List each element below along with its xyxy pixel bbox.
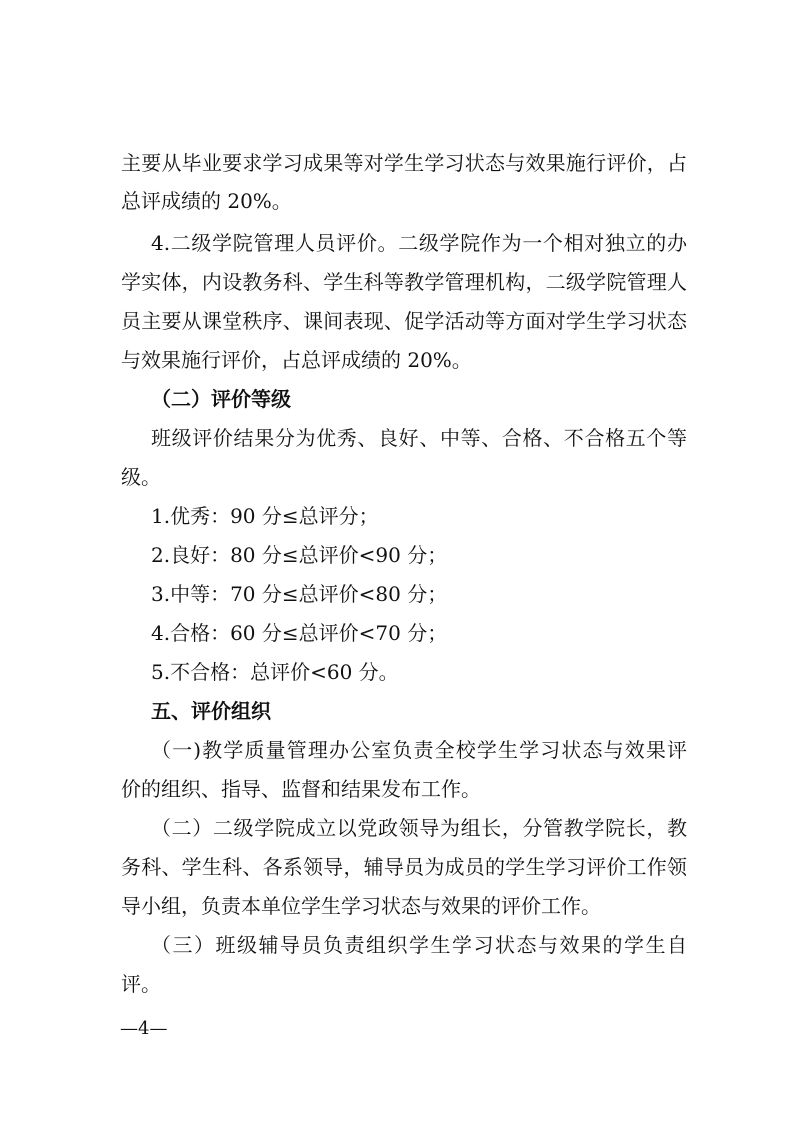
paragraph-line-18: （二）二级学院成立以党政领导为组长，分管教学院长，教 <box>151 816 687 840</box>
paragraph-line-17: 价的组织、指导、监督和结果发布工作。 <box>121 777 481 801</box>
grade-item-2: 2.良好：80 分≤总评价<90 分； <box>151 543 448 567</box>
paragraph-line-22: 评。 <box>121 972 161 996</box>
paragraph-line-2: 总评成绩的 20%。 <box>121 189 292 213</box>
section-heading-organization: 五、评价组织 <box>151 699 271 723</box>
grade-item-3: 3.中等：70 分≤总评价<80 分； <box>151 582 448 606</box>
paragraph-line-19: 务科、学生科、各系领导，辅导员为成员的学生学习评价工作领 <box>121 855 687 879</box>
paragraph-line-8: 班级评价结果分为优秀、良好、中等、合格、不合格五个等 <box>151 426 687 450</box>
paragraph-line-4: 学实体，内设教务科、学生科等教学管理机构，二级学院管理人 <box>121 270 687 294</box>
grade-item-4: 4.合格：60 分≤总评价<70 分； <box>151 621 448 645</box>
paragraph-line-6: 与效果施行评价，占总评成绩的 20%。 <box>121 348 472 372</box>
paragraph-line-20: 导小组，负责本单位学生学习状态与效果的评价工作。 <box>121 894 601 918</box>
paragraph-line-3: 4.二级学院管理人员评价。二级学院作为一个相对独立的办 <box>151 231 687 255</box>
paragraph-line-21: （三）班级辅导员负责组织学生学习状态与效果的学生自 <box>151 933 687 957</box>
page-number: —4— <box>120 1018 168 1039</box>
paragraph-line-16: （一)教学质量管理办公室负责全校学生学习状态与效果评 <box>151 738 687 762</box>
paragraph-line-5: 员主要从课堂秩序、课间表现、促学活动等方面对学生学习状态 <box>121 309 687 333</box>
grade-item-5: 5.不合格：总评价<60 分。 <box>151 660 399 684</box>
grade-item-1: 1.优秀：90 分≤总评分； <box>151 504 379 528</box>
paragraph-line-9: 级。 <box>121 465 161 489</box>
section-subheading-grade: （二）评价等级 <box>151 387 291 411</box>
paragraph-line-1: 主要从毕业要求学习成果等对学生学习状态与效果施行评价，占 <box>121 151 687 175</box>
